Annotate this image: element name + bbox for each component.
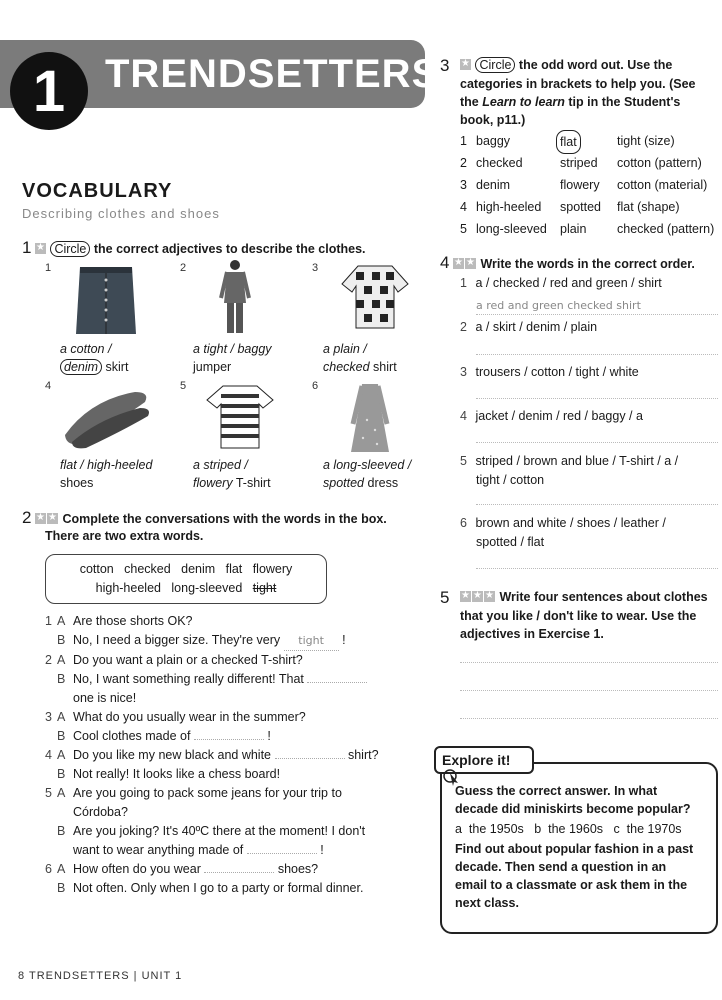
- flat-shoes-picture: [60, 380, 155, 450]
- conversation-line: one is nice!: [73, 691, 137, 705]
- difficulty-stars: [460, 57, 472, 75]
- conversation-line: B Not really! It looks like a chess board!: [57, 767, 281, 781]
- answer-blank: [247, 853, 317, 854]
- picture-number: 1: [45, 262, 52, 274]
- ex4-example-answer: a red and green checked shirt: [476, 299, 641, 312]
- answer-line: [460, 718, 718, 719]
- exercise-2-instruction-line2: There are two extra words.: [45, 529, 204, 543]
- unit-number: 1: [10, 52, 88, 130]
- explore-content: Guess the correct answer. In what decade did miniskirts become popular? a the 1950s b the 1960s c the 1970s Find out about popular fashion in a past decade. Then send a question in an email to a classmate or ask them in the next class.: [455, 784, 694, 910]
- explore-tab: Explore it!: [434, 746, 534, 774]
- star-icon: [465, 258, 476, 269]
- table-row: 5 long-sleeved plain checked (pattern): [460, 222, 715, 236]
- star-icon: [472, 591, 483, 602]
- checked-shirt-picture: [340, 262, 410, 332]
- conversation-line: 4 A Do you like my new black and white shirt?: [45, 748, 379, 762]
- word-box: cotton checked denim flat flowery high-heeled long-sleeved tight: [45, 554, 327, 604]
- page-footer: 8 TRENDSETTERS | UNIT 1: [18, 970, 183, 982]
- answer-blank: tight: [284, 631, 339, 651]
- answer-circle: denim: [60, 359, 102, 375]
- striped-tshirt-picture: [205, 382, 275, 452]
- star-icon: [453, 258, 464, 269]
- answer-line: [476, 442, 718, 443]
- denim-skirt-picture: [72, 262, 142, 337]
- answer-line: [476, 398, 718, 399]
- answer-line: [460, 690, 718, 691]
- answer-line: [476, 568, 718, 569]
- jumper-picture: [215, 258, 255, 338]
- star-icon: [484, 591, 495, 602]
- exercise-1-instruction: 1 ★ Circle the correct adjectives to describe the clothes.: [22, 238, 366, 258]
- exercise-3-instruction: 3 ★ Circle the odd word out. Use the categories in brackets to help you. (See the Learn to learn tip in the Student's book, p11.): [440, 56, 720, 129]
- table-row: 1 baggy flat tight (size): [460, 130, 722, 152]
- table-row: 2 checked striped cotton (pattern): [460, 156, 702, 170]
- star-icon: [460, 591, 471, 602]
- vocabulary-subheading: Describing clothes and shoes: [22, 206, 220, 221]
- conversation-line: 2 A Do you want a plain or a checked T-shirt?: [45, 653, 303, 667]
- exercise-5-instruction: 5 ★★★ Write four sentences about clothes that you like / don't like to wear. Use the adjectives in Exercise 1.: [440, 588, 722, 643]
- difficulty-stars: [35, 513, 59, 527]
- conversation-line: 6 A How often do you wear shoes?: [45, 862, 319, 876]
- star-icon: [460, 59, 471, 70]
- answer-blank: [204, 872, 274, 873]
- answer-line: [460, 662, 718, 663]
- ex4-item-2: 2 a / skirt / denim / plain: [460, 320, 598, 334]
- ex4-item-6: 6 brown and white / shoes / leather / spotted / flat: [460, 516, 666, 549]
- conversation-line: B Cool clothes made of !: [57, 729, 271, 743]
- picture-number: 2: [180, 262, 187, 274]
- conversation-line: want to wear anything made of !: [73, 843, 324, 857]
- caption-3: a plain / checked shirt: [323, 342, 397, 374]
- picture-number: 5: [180, 380, 187, 392]
- conversation-line: 3 A What do you usually wear in the summer?: [45, 710, 306, 724]
- conversation-line: 5 A Are you going to pack some jeans for your trip to: [45, 786, 342, 800]
- star-icon: [35, 513, 46, 524]
- answer-line: [476, 314, 718, 315]
- ex4-item-3: 3 trousers / cotton / tight / white: [460, 365, 639, 379]
- table-row: 3 denim flowery cotton (material): [460, 178, 708, 192]
- conversations: [45, 612, 425, 898]
- answer-blank: [194, 739, 264, 740]
- crossed-out-word: tight: [252, 581, 277, 595]
- answer-line: [476, 504, 718, 505]
- picture-number: 6: [312, 380, 319, 392]
- conversation-line: B Are you joking? It's 40ºC there at the moment! I don't: [57, 824, 366, 838]
- exercise-2-instruction: 2 ★★ Complete the conversations with the words in the box.: [22, 508, 422, 528]
- ex4-item-1: 1 a / checked / red and green / shirt: [460, 276, 662, 290]
- answer-blank: [307, 682, 367, 683]
- conversation-line: B No, I need a bigger size. They're very tight !: [45, 631, 425, 651]
- answer-line: [476, 354, 718, 355]
- conversation-line: Córdoba?: [73, 805, 128, 819]
- ex4-item-5: 5 striped / brown and blue / T-shirt / a / tight / cotton: [460, 454, 679, 487]
- star-icon: [35, 243, 46, 254]
- odd-word-table: [460, 130, 722, 240]
- table-row: 4 high-heeled spotted flat (shape): [460, 200, 680, 214]
- conversation-line: 1 A Are those shorts OK?: [45, 614, 193, 628]
- difficulty-stars: [460, 589, 496, 607]
- vocabulary-heading: VOCABULARY: [22, 180, 173, 202]
- caption-5: a striped / flowery T-shirt: [193, 458, 271, 490]
- difficulty-stars: [35, 243, 47, 257]
- caption-1: a cotton / denim skirt: [60, 342, 129, 374]
- answer-blank: [275, 758, 345, 759]
- caption-4: flat / high-heeled shoes: [60, 458, 153, 490]
- conversation-line: B Not often. Only when I go to a party or formal dinner.: [57, 881, 364, 895]
- long-sleeved-dress-picture: [345, 380, 395, 455]
- picture-number: 3: [312, 262, 319, 274]
- caption-6: a long-sleeved / spotted dress: [323, 458, 412, 490]
- conversation-line: B No, I want something really different! That: [45, 670, 425, 689]
- picture-number: 4: [45, 380, 52, 392]
- ex4-item-4: 4 jacket / denim / red / baggy / a: [460, 409, 643, 423]
- difficulty-stars: [453, 258, 477, 272]
- answer-circle: flat: [556, 130, 581, 154]
- exercise-4-instruction: 4 ★★ Write the words in the correct order.: [440, 253, 695, 273]
- caption-2: a tight / baggy jumper: [193, 342, 272, 374]
- star-icon: [47, 513, 58, 524]
- unit-title: TRENDSETTERS: [105, 52, 440, 96]
